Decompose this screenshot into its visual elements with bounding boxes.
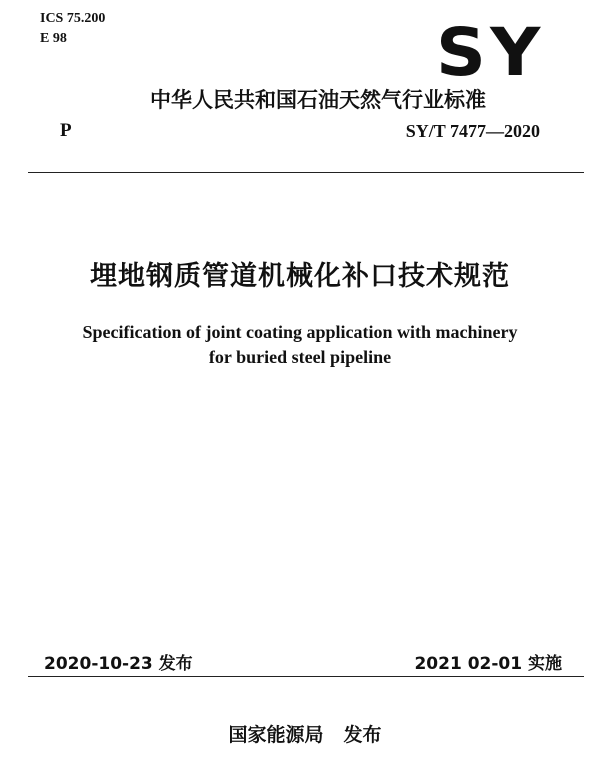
title-chinese: 埋地钢质管道机械化补口技术规范 [90, 261, 510, 292]
sy-logo: SY [436, 14, 545, 91]
top-divider [28, 172, 584, 173]
publisher-line [0, 720, 600, 747]
ccs-code: E 98 [40, 31, 67, 46]
ics-code: ICS 75.200 [40, 11, 106, 26]
industry-standard-heading: 中华人民共和国石油天然气行业标准 [150, 88, 486, 112]
implementation-date: 2021 02-01 实施 [414, 654, 562, 674]
standard-number: SY/T 7477—2020 [405, 121, 540, 141]
title-english-line2: for buried steel pipeline [208, 347, 392, 367]
publisher-action: 发布 [343, 724, 382, 746]
title-english-line1: Specification of joint coating application with machinery [82, 322, 518, 342]
issue-date: 2020-10-23 发布 [44, 654, 193, 674]
publisher-name: 国家能源局 [228, 724, 324, 746]
category-code: P [60, 120, 72, 141]
bottom-divider [28, 676, 584, 677]
